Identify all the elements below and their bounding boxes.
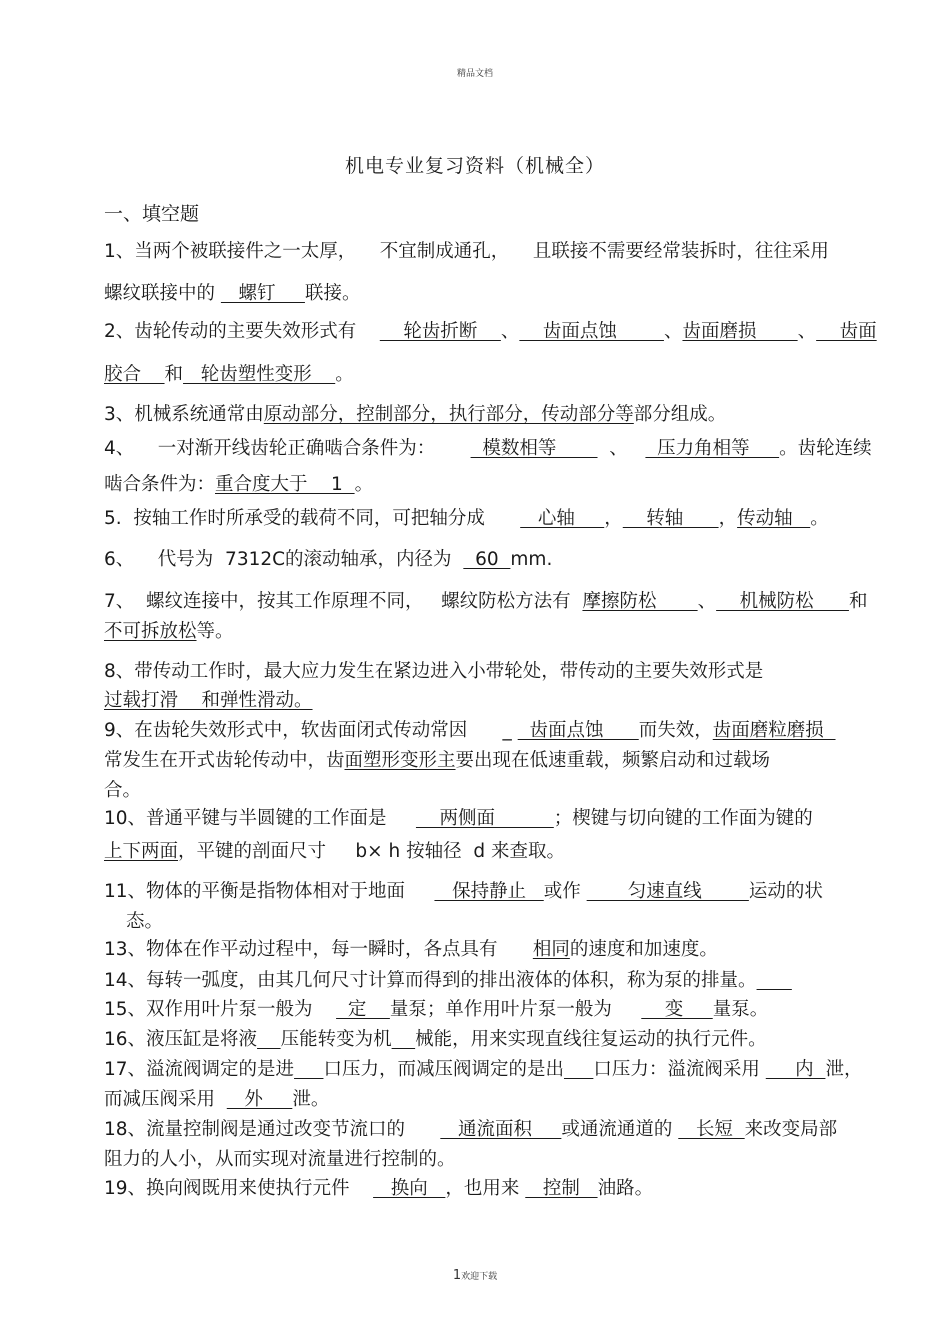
question-text: 合。 <box>104 780 142 801</box>
question-text: 、 <box>500 321 520 342</box>
text-line <box>104 969 792 993</box>
document-title: 机电专业复习资料（机械全） <box>344 155 605 177</box>
page-number: 1 <box>452 1268 462 1283</box>
text-line <box>104 719 836 743</box>
answer-blank: 过载打滑 和弹性滑动。 <box>104 690 313 711</box>
text-line <box>104 840 565 864</box>
question-text: 9、在齿轮失效形式中，软齿面闭式传动常因 _ <box>104 720 518 741</box>
question-text: 。 <box>335 364 354 385</box>
question-text: 10、普通平键与半圆键的工作面是 <box>104 808 416 829</box>
question-text: 和 <box>848 591 868 612</box>
answer-blank: 螺钉 <box>220 283 305 304</box>
answer-blank: 匀速直线 <box>586 881 749 902</box>
question-text: 。齿轮连续 <box>779 438 872 459</box>
question-text: 、 <box>597 438 646 459</box>
answer-blank: 模数相等 <box>470 438 598 459</box>
text-line <box>104 1088 329 1112</box>
question-text: 、 <box>797 321 817 342</box>
answer-blank: 齿面磨粒磨损 <box>712 720 836 741</box>
text-line <box>104 473 373 497</box>
answer-blank: 内 <box>765 1059 826 1080</box>
question-text: 15、双作用叶片泵一般为 <box>104 999 337 1020</box>
answer-blank: 两侧面 <box>415 808 554 829</box>
answer-blank: 保持静止 <box>434 881 544 902</box>
question-text: 等。 <box>196 621 234 642</box>
question-text: mm. <box>510 549 553 570</box>
question-text: 3、机械系统通常由 <box>104 404 264 425</box>
question-text: 压能转变为机 <box>280 1029 392 1050</box>
question-text: 而失效， <box>638 720 713 741</box>
answer-blank: 胶合 <box>104 364 165 385</box>
answer-blank: 上下两面 <box>104 841 179 862</box>
question-text: 口压力，而减压阀调定的是出 <box>323 1059 564 1080</box>
question-text: 1、当两个被联接件之一太厚， 不宜制成通孔， 且联接不需要经常装拆时，往往采用 <box>104 241 829 262</box>
question-text: 8、带传动工作时，最大应力发生在紧边进入小带轮处，带传动的主要失效形式是 <box>104 661 764 682</box>
question-text: 14、每转一弧度，由其几何尺寸计算而得到的排出液体的体积，称为泵的排量。 <box>104 970 757 991</box>
text-line <box>104 880 823 904</box>
question-text: 油路。 <box>597 1178 654 1199</box>
text-line <box>104 282 360 306</box>
question-text: 联接。 <box>304 283 361 304</box>
text-line <box>104 660 763 684</box>
question-text: 来改变局部 <box>744 1119 838 1140</box>
section-heading: 一、填空题 <box>104 203 200 225</box>
text-line <box>104 1028 767 1052</box>
question-text: 16、液压缸是将液 <box>104 1029 258 1050</box>
text-line <box>104 749 770 773</box>
question-text: 5. 按轴工作时所承受的载荷不同，可把轴分成 <box>104 508 521 529</box>
answer-blank: 压力角相等 <box>645 438 780 459</box>
answer-blank: 重合度大于 1 <box>215 474 355 495</box>
answer-blank: 变 <box>641 999 713 1020</box>
text-line <box>104 620 234 644</box>
question-text: 或作 <box>543 881 587 902</box>
text-line <box>104 403 726 427</box>
question-text: 、 <box>663 321 683 342</box>
question-text: 而减压阀采用 <box>104 1089 227 1110</box>
answer-blank: 定 <box>336 999 390 1020</box>
question-text: 、 <box>697 591 717 612</box>
text-line <box>104 590 867 614</box>
answer-blank: 换向 <box>373 1178 446 1199</box>
question-text: 运动的状 <box>748 881 823 902</box>
text-line <box>104 1148 456 1172</box>
text-line <box>104 689 313 713</box>
question-text: 19、换向阀既用来使执行元件 <box>104 1178 374 1199</box>
question-text: 或通流通道的 <box>561 1119 679 1140</box>
question-text: ；楔键与切向键的工作面为键的 <box>553 808 813 829</box>
footer-text: 欢迎下载 <box>461 1272 498 1282</box>
answer-blank: 面塑形变形主 <box>344 750 456 771</box>
question-text: 械能，用来实现直线往复运动的执行元件。 <box>415 1029 767 1050</box>
answer-blank: 转轴 <box>622 508 719 529</box>
answer-blank: 通流面积 <box>440 1119 562 1140</box>
answer-blank <box>564 1059 593 1080</box>
answer-blank <box>294 1059 323 1080</box>
text-line <box>104 938 718 962</box>
answer-blank: 长短 <box>678 1119 745 1140</box>
answer-blank: 齿面点蚀 <box>519 321 664 342</box>
text-line <box>104 807 813 831</box>
question-text: 的速度和加速度。 <box>569 939 718 960</box>
answer-blank: 齿面点蚀 <box>517 720 639 741</box>
question-text: 17、溢流阀调定的是进 <box>104 1059 295 1080</box>
text-line <box>104 1177 653 1201</box>
text-line <box>104 320 877 344</box>
answer-blank: 摩擦防松 <box>582 591 698 612</box>
question-text: 常发生在开式齿轮传动中，齿 <box>104 750 345 771</box>
answer-blank <box>757 970 792 991</box>
answer-blank: 心轴 <box>520 508 605 529</box>
answer-blank: 相同 <box>532 939 570 960</box>
text-line <box>104 363 354 387</box>
question-text: 11、物体的平衡是指物体相对于地面 <box>104 881 435 902</box>
text-line <box>104 1058 862 1082</box>
question-text: 。 <box>354 474 374 495</box>
answer-blank: 外 <box>226 1089 293 1110</box>
page-footer <box>0 1268 950 1283</box>
question-text: 要出现在低速重载，频繁启动和过载场 <box>455 750 771 771</box>
question-text: 13、物体在作平动过程中，每一瞬时，各点具有 <box>104 939 533 960</box>
question-text: 态。 <box>126 911 164 932</box>
text-line <box>126 910 163 934</box>
question-text: 4、 一对渐开线齿轮正确啮合条件为： <box>104 438 471 459</box>
answer-blank: 不可拆放松 <box>104 621 197 642</box>
answer-blank: 齿面 <box>816 321 877 342</box>
question-text: 阻力的人小，从而实现对流量进行控制的。 <box>104 1149 456 1170</box>
question-text: 量泵；单作用叶片泵一般为 <box>389 999 642 1020</box>
question-text: 7、 螺纹连接中，按其工作原理不同， 螺纹防松方法有 <box>104 591 583 612</box>
text-line <box>104 437 872 461</box>
answer-blank <box>392 1029 416 1050</box>
question-text: ， <box>604 508 623 529</box>
question-text: 。 <box>810 508 829 529</box>
answer-blank: 原动部分，控制部分，执行部分，传动部分等 <box>263 404 634 425</box>
page-header: 精品文档 <box>456 69 493 79</box>
text-line <box>104 240 829 264</box>
question-text: 螺纹联接中的 <box>104 283 221 304</box>
question-text: 啮合条件为： <box>104 474 216 495</box>
answer-blank: 齿面磨损 <box>682 321 798 342</box>
answer-blank: 轮齿折断 <box>379 321 501 342</box>
question-text: 口压力：溢流阀采用 <box>593 1059 766 1080</box>
answer-blank: 机械防松 <box>716 591 849 612</box>
question-text: 2、齿轮传动的主要失效形式有 <box>104 321 380 342</box>
question-text: 泄。 <box>292 1089 330 1110</box>
answer-blank: 轮齿塑性变形 <box>183 364 336 385</box>
answer-blank <box>257 1029 281 1050</box>
question-text: ， <box>718 508 738 529</box>
answer-blank: 控制 <box>525 1178 598 1199</box>
text-line <box>104 998 768 1022</box>
question-text: 部分组成。 <box>633 404 727 425</box>
text-line <box>104 779 141 803</box>
question-text: ，平键的剖面尺寸 b× h 按轴径 d 来查取。 <box>178 841 566 862</box>
question-text: 6、 代号为 7312C的滚动轴承，内径为 <box>104 549 464 570</box>
question-text: ，也用来 <box>445 1178 526 1199</box>
question-text: 泄， <box>825 1059 863 1080</box>
text-line <box>104 507 829 531</box>
answer-blank: 传动轴 <box>737 508 811 529</box>
text-line <box>104 1118 837 1142</box>
answer-blank: 60 <box>463 549 511 570</box>
question-text: 18、流量控制阀是通过改变节流口的 <box>104 1119 441 1140</box>
text-line <box>104 548 552 572</box>
question-text: 量泵。 <box>712 999 769 1020</box>
question-text: 和 <box>164 364 184 385</box>
